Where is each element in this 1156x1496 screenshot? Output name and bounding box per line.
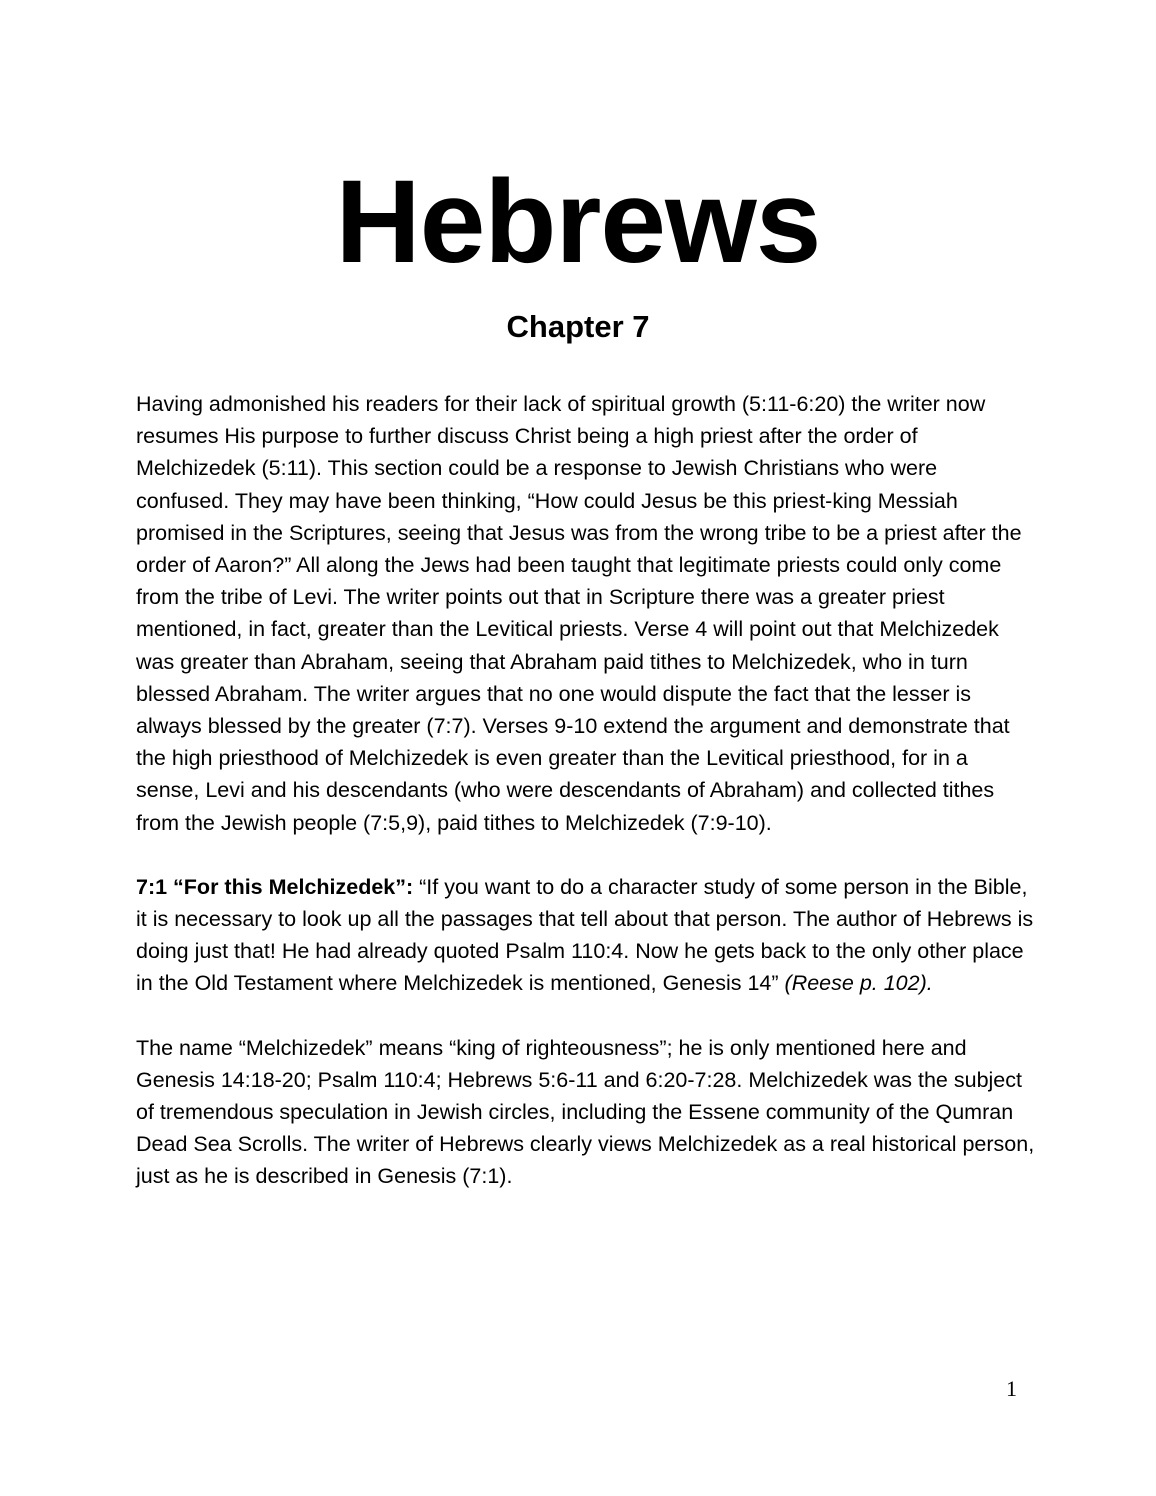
verse-text: “If you want to do a character study of some person in the Bible, it is necessary to look up all the passages that tell about that person. The author of Hebrews is doing just that! He had already quoted Psalm 110:4. Now he gets back to the only other place in the Old Testament where Melchizedek is mentioned, Genesis 14”	[136, 874, 1034, 996]
chapter-heading: Chapter 7	[506, 309, 650, 344]
name-paragraph: The name “Melchizedek” means “king of righteousness”; he is only mentioned here and Genesis 14:18-20; Psalm 110:4; Hebrews 5:6-11 and 6:20-7:28. Melchizedek was the subject of tremendous speculation in Jewish circles, including the Essene community of the Qumran Dead Sea Scrolls. The writer of Hebrews clearly views Melchizedek as a real historical person, just as he is described in Genesis (7:1).	[136, 1035, 1035, 1189]
intro-paragraph: Having admonished his readers for their lack of spiritual growth (5:11-6:20) the writer now resumes His purpose to further discuss Christ being a high priest after the order of Melchizedek (5:11). This section could be a response to Jewish Christians who were confused. They may have been thinking, “How could Jesus be this priest-king Messiah promised in the Scriptures, seeing that Jesus was from the wrong tribe to be a priest after the order of Aaron?” All along the Jews had been taught that legitimate priests could only come from the tribe of Levi. The writer points out that in Scripture there was a greater priest mentioned, in fact, greater than the Levitical priests. Verse 4 will point out that Melchizedek was greater than Abraham, seeing that Abraham paid tithes to Melchizedek, who in turn blessed Abraham. The writer argues that no one would dispute the fact that the lesser is always blessed by the greater (7:7). Verses 9-10 extend the argument and demonstrate that the high priesthood of Melchizedek is even greater than the Levitical priesthood, for in a sense, Levi and his descendants (who were descendants of Abraham) and collected tithes from the Jewish people (7:5,9), paid tithes to Melchizedek (7:9-10).	[136, 392, 1022, 835]
verse-paragraph	[136, 871, 1036, 1000]
page-title: Hebrews	[335, 156, 821, 288]
body-text	[136, 388, 1036, 1225]
verse-citation: (Reese p. 102).	[784, 971, 933, 996]
verse-heading: 7:1 “For this Melchizedek”:	[136, 874, 414, 899]
page-number: 1	[1006, 1376, 1017, 1401]
